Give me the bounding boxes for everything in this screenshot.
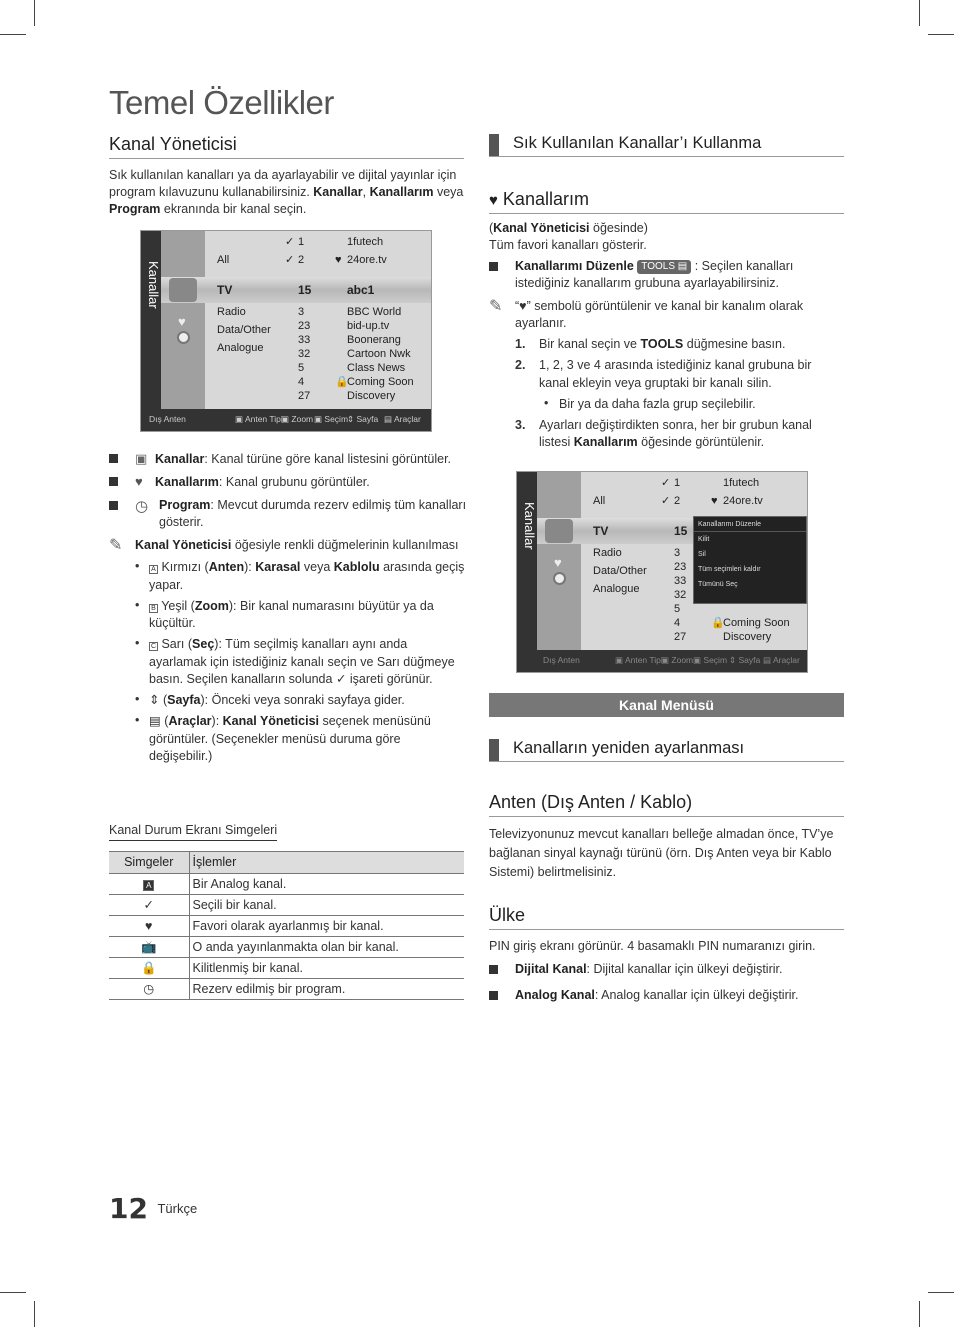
list-item: • C Sarı (Seç): Tüm seçilmiş kanalları aynı anda ayarlamak için istediğiniz kanalı seçin ve Sarı düğmeye basın. Seçilen kanalların solunda ✓ işareti görünür. (135, 636, 467, 688)
tv-icon: 📺 (140, 939, 157, 954)
tools-icon: ▤ (384, 414, 393, 424)
ch-number: 3 (298, 306, 305, 318)
ch-number: 33 (674, 575, 687, 587)
yellow-button-icon: C (150, 643, 157, 651)
ch-number: 32 (298, 348, 311, 360)
channels-icon: ▣ (135, 451, 148, 466)
ch-name: Class News (347, 362, 406, 374)
ch-number: 32 (674, 589, 687, 601)
yellow-button-icon: ▣ (693, 655, 702, 665)
ch-number: 5 (674, 603, 681, 615)
ch-name: BBC World (347, 306, 402, 318)
ch-name: Coming Soon (347, 376, 414, 388)
ch-number: 4 (298, 376, 305, 388)
ch-name: 24ore.tv (347, 254, 387, 266)
section-heading-country: Ülke (489, 903, 844, 930)
page-title: Temel Özellikler (109, 84, 334, 121)
list-item: 3. Ayarları değiştirdikten sonra, her bir grubun kanal listesi Kanallarım öğesinde görüntülenir. (515, 418, 812, 450)
page-number: 12 (109, 1192, 148, 1225)
footer-source: Dış Anten (543, 655, 580, 665)
ch-number: 1 (674, 477, 681, 489)
green-button-icon: ▣ (661, 655, 670, 665)
ch-name: Discovery (723, 631, 772, 643)
ch-name: Discovery (347, 390, 396, 402)
clock-icon (177, 331, 190, 344)
ch-number: 2 (674, 495, 681, 507)
section-heading-kanal-yoneticisi: Kanal Yöneticisi (109, 132, 464, 159)
table-title: Kanal Durum Ekranı Simgeleri (109, 822, 277, 841)
updown-icon: ⇕ (347, 414, 355, 424)
side-label: Kanallar (145, 261, 161, 309)
ch-name: Cartoon Nwk (347, 348, 411, 360)
check-icon: ✓ (661, 495, 671, 507)
cat-analogue: Analogue (217, 342, 264, 354)
cat-radio: Radio (593, 547, 622, 559)
table-header: Simgeler (109, 852, 189, 874)
crop-mark (0, 34, 26, 35)
highlight-row (161, 277, 431, 303)
antenna-paragraph: Televizyonunuz mevcut kanalları belleğe almadan önce, TV’ye bağlanan sinyal kaynağı türünü (örn. Dış Anten veya bir Kablo Sistemi) belirtmelisiniz. (489, 826, 834, 880)
list-item: • A Kırmızı (Anten): Karasal veya Kablolu arasında geçiş yapar. (135, 559, 467, 594)
list-item: ♥ Kanallarım: Kanal grubunu görüntüler. (109, 473, 467, 491)
footer-source: Dış Anten (149, 414, 186, 424)
table-row: 🔒 Kilitlenmiş bir kanal. (109, 958, 464, 979)
crop-mark (928, 1292, 954, 1293)
updown-icon: ⇕ (149, 693, 160, 707)
crop-mark (0, 1292, 26, 1293)
cat-data-other: Data/Other (593, 565, 647, 577)
red-button-icon: ▣ (615, 655, 624, 665)
note-icon: ✎ (489, 297, 503, 315)
section-heading-kanallarim: ♥ Kanallarım (489, 187, 844, 214)
ch-number: 23 (298, 320, 311, 332)
symbol-table (109, 851, 464, 1000)
ch-number: 27 (674, 631, 687, 643)
green-button-icon: ▣ (281, 414, 290, 424)
crop-mark (34, 1301, 35, 1327)
ch-name: Coming Soon (723, 617, 790, 629)
left-column (109, 132, 464, 223)
channels-icon (545, 519, 573, 543)
green-button-icon: B (149, 604, 158, 613)
heart-icon: ♥ (178, 314, 186, 329)
list-item: • ▤ (Araçlar): Kanal Yöneticisi seçenek menüsünü görüntüler. (Seçenekler menüsü duruma göre değişebilir.) (135, 713, 467, 765)
ch-number: 3 (674, 547, 681, 559)
ch-name: abc1 (347, 283, 375, 297)
subsection-heading-favorites: Sık Kullanılan Kanallar’ı Kullanma (489, 132, 844, 157)
analog-icon: A (143, 880, 154, 891)
yellow-button-icon: ▣ (314, 414, 323, 424)
heart-icon: ♥ (554, 555, 562, 570)
page-footer (109, 1190, 197, 1229)
channels-icon (169, 278, 197, 302)
popup-item[interactable]: Kanallarımı Düzenle (694, 517, 806, 532)
list-item: ◷ Program: Mevcut durumda rezerv edilmiş tüm kanalları gösterir. (109, 497, 467, 532)
sub-bullet: • Bir ya da daha fazla grup seçilebilir. (544, 395, 756, 411)
steps-list (489, 336, 844, 452)
cat-tv: TV (593, 524, 609, 538)
list-item: • ⇕ (Sayfa): Önceki veya sonraki sayfaya gider. (135, 692, 467, 709)
ch-name: 1futech (723, 477, 760, 489)
note-icon: ✎ (109, 537, 123, 554)
right-column-lower (489, 693, 844, 1009)
subsection-heading-retune: Kanalların yeniden ayarlanması (489, 737, 844, 762)
screen-footer: Dış Anten ▣ Anten Tipi ▣ Zoom ▣ Seçim ⇕ Sayfa ▤ Araçlar (517, 650, 807, 672)
fav-context: (Kanal Yöneticisi öğesinde) (489, 220, 648, 235)
ch-number: 2 (298, 254, 305, 266)
heart-icon: ♥ (145, 918, 153, 933)
ch-number: 5 (298, 362, 305, 374)
heart-icon: ♥ (519, 298, 527, 313)
list-item: Kanallarımı Düzenle TOOLS ▤ : Seçilen kanalları istediğiniz kanallarım grubuna ayarlayabilirsiniz. (489, 258, 844, 293)
ch-name: bid-up.tv (347, 320, 390, 332)
ch-name: 24ore.tv (723, 495, 763, 507)
red-button-icon: A (149, 565, 158, 574)
ch-number: 27 (298, 390, 311, 402)
crop-mark (928, 34, 954, 35)
popup-item[interactable]: Tüm seçimleri kaldır (698, 566, 761, 573)
popup-item[interactable]: Kilit (698, 536, 710, 543)
edit-favorites-screen (516, 471, 808, 673)
country-bullets (489, 961, 844, 1005)
crop-mark (34, 0, 35, 26)
cat-analogue: Analogue (593, 583, 640, 595)
list-item: 2. 1, 2, 3 ve 4 arasında istediğiniz kanal grubuna bir kanal ekleyin veya gruptaki bir kanalı silin. • Bir ya da daha fazla grup seçilebilir. (515, 357, 844, 413)
left-column-lower (109, 450, 467, 769)
check-icon: ✓ (335, 671, 347, 686)
ch-number: 1 (298, 236, 305, 248)
tools-icon: ▤ (149, 714, 161, 729)
heart-icon: ♥ (135, 474, 143, 490)
table-header: İşlemler (189, 852, 464, 874)
list-item: Dijital Kanal: Dijital kanallar için ülkeyi değiştirir. (489, 961, 844, 978)
ch-number: 33 (298, 334, 311, 346)
lock-icon: 🔒 (711, 617, 725, 629)
crop-mark (919, 0, 920, 26)
cat-data-other: Data/Other (217, 324, 271, 336)
popup-item[interactable]: Tümünü Seç (698, 581, 738, 588)
ch-name: 1futech (347, 236, 384, 248)
tools-popup-menu (693, 516, 807, 604)
view-bullets (109, 450, 467, 531)
cat-radio: Radio (217, 306, 246, 318)
heart-icon: ♥ (335, 254, 342, 266)
cat-all: All (593, 495, 606, 507)
updown-icon: ⇕ (729, 655, 737, 665)
screen-footer: Dış Anten ▣ Anten Tipi ▣ Zoom ▣ Seçim ⇕ Sayfa ▤ Araçlar (141, 409, 431, 431)
clock-icon (553, 572, 566, 585)
crop-mark (919, 1301, 920, 1327)
note: ✎ Kanal Yöneticisi öğesiyle renkli düğmelerinin kullanılması (109, 537, 467, 554)
heart-icon: ♥ (711, 495, 718, 507)
heart-icon: ♥ (489, 191, 498, 209)
check-icon: ✓ (143, 897, 154, 912)
country-paragraph: PIN giriş ekranı görünür. 4 basamaklı PIN numaranızı girin. (489, 938, 816, 953)
color-button-list (109, 559, 467, 765)
tools-icon: ▤ (763, 655, 772, 665)
ch-number: 4 (674, 617, 681, 629)
intro-paragraph: Sık kullanılan kanalları ya da ayarlayabilir ve dijital yayınlar için program kılavuzunu kullanabilirsiniz. Kanallar, Kanallarım veya Program ekranında bir kanal seçin. (109, 167, 464, 217)
table-row: ✓ Seçili bir kanal. (109, 895, 464, 916)
ch-number: 15 (298, 283, 312, 297)
list-item: • B Yeşil (Zoom): Bir kanal numarasını büyütür ya da küçültür. (135, 598, 467, 633)
list-item: ▣ Kanallar: Kanal türüne göre kanal listesini görüntüler. (109, 450, 467, 468)
clock-icon: ◷ (135, 497, 149, 515)
table-row: ♥ Favori olarak ayarlanmış bir kanal. (109, 916, 464, 937)
red-button-icon: ▣ (235, 414, 244, 424)
fav-description: Tüm favori kanalları gösterir. (489, 237, 647, 252)
lock-icon: 🔒 (335, 376, 349, 388)
cat-all: All (217, 254, 230, 266)
list-item: Analog Kanal: Analog kanallar için ülkeyi değiştirir. (489, 987, 844, 1004)
clock-icon: ◷ (143, 981, 155, 996)
note: ✎ “♥” sembolü görüntülenir ve kanal bir kanalım olarak ayarlanır. (489, 297, 804, 330)
tools-button-icon: TOOLS ▤ (637, 260, 691, 274)
side-label: Kanallar (521, 502, 537, 550)
check-icon: ✓ (285, 236, 295, 248)
channel-manager-screen (140, 230, 432, 432)
section-heading-antenna: Anten (Dış Anten / Kablo) (489, 790, 844, 817)
cat-tv: TV (217, 283, 233, 297)
lock-icon: 🔒 (140, 960, 157, 975)
menu-banner: Kanal Menüsü (489, 693, 844, 717)
list-item: 1. Bir kanal seçin ve TOOLS düğmesine basın. (515, 337, 786, 352)
right-column (489, 132, 844, 456)
table-row: ◷ Rezerv edilmiş bir program. (109, 979, 464, 1000)
ch-number: 15 (674, 524, 688, 538)
check-icon: ✓ (661, 477, 671, 489)
check-icon: ✓ (285, 254, 295, 266)
ch-number: 23 (674, 561, 687, 573)
table-row: 📺 O anda yayınlanmakta olan bir kanal. (109, 937, 464, 958)
page-language: Türkçe (157, 1201, 198, 1216)
popup-item[interactable]: Sil (698, 551, 706, 558)
table-row: A Bir Analog kanal. (109, 874, 464, 895)
ch-name: Boonerang (347, 334, 401, 346)
